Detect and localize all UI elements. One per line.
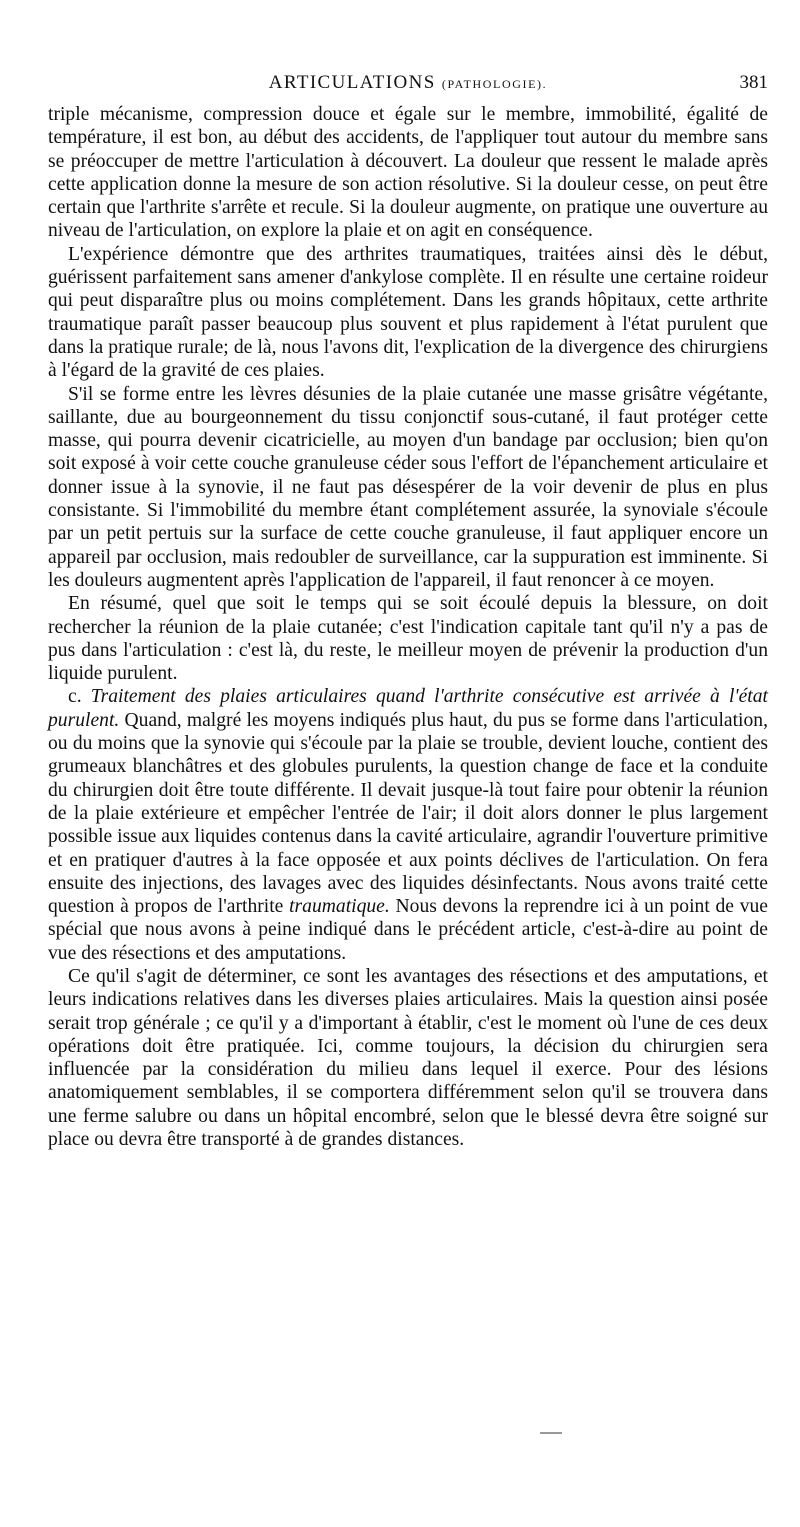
paragraph-4: En résumé, quel que soit le temps qui se soit écoulé depuis la blessure, on doit rechercher la réunion de la plaie cutanée; c'est l'indication capitale tant qu'il n'y a pas de pus dans l'articulation : c'est là, du reste, le meilleur moyen de prévenir la production d'un liquide purulent. [48,593,768,685]
chapter-title: ARTICULATIONS [268,72,436,93]
running-head [48,72,768,100]
section-title: (PATHOLOGIE). [441,77,548,91]
subsection-letter: c. [68,686,82,708]
running-title [48,72,768,94]
paragraph-5-text-end: Nous devons la reprendre ici à un point de vue spécial que nous avons à peine indiqué dans le précédent article, c'est-à-dire au point de vue des résections et des amputations. [48,896,768,964]
body-text [48,103,768,1151]
paragraph-3: S'il se forme entre les lèvres désunies de la plaie cutanée une masse grisâtre végétante, saillante, due au bourgeonnement du tissu conjonctif sous-cutané, il faut protéger cette masse, qui pourra devenir cicatricielle, au moyen d'un bandage par occlusion; bien qu'on soit exposé à voir cette couche granuleuse céder sous l'effort de l'épanchement articulaire et donner issue à la synovie, il ne faut pas désespérer de la voir devenir de plus en plus consistante. Si l'immobilité du membre étant complétement assurée, la synoviale s'écoule par un petit pertuis sur la surface de cette couche granuleuse, il faut appliquer encore un appareil par occlusion, mais redoubler de surveillance, car la suppuration est imminente. Si les douleurs augmentent après l'application de l'appareil, il faut renoncer à ce moyen. [48,383,768,591]
ink-mark [540,1432,562,1434]
paragraph-2: L'expérience démontre que des arthrites traumatiques, traitées ainsi dès le début, guérissent parfaitement sans amener d'ankylose complète. Il en résulte une certaine roideur qui peut disparaître plus ou moins complétement. Dans les grands hôpitaux, cette arthrite traumatique paraît passer beaucoup plus souvent et plus rapidement à l'état purulent que dans la pratique rurale; de là, nous l'avons dit, l'explication de la divergence des chirurgiens à l'égard de la gravité de ces plaies. [48,243,768,382]
paragraph-6: Ce qu'il s'agit de déterminer, ce sont les avantages des résections et des amputations, et leurs indications relatives dans les diverses plaies articulaires. Mais la question ainsi posée serait trop générale ; ce qu'il y a d'important à établir, c'est le moment où l'une de ces deux opérations doit être pratiquée. Ici, comme toujours, la décision du chirurgien sera influencée par la considération du milieu dans lequel il exerce. Pour des lésions anatomiquement semblables, il se comportera différemment selon qu'il se trouvera dans une ferme salubre ou dans un hôpital encombré, selon que le blessé devra être soigné sur place ou devra être transporté à de grandes distances. [48,965,768,1151]
page-number: 381 [739,72,768,93]
italic-term: traumatique. [289,896,390,918]
subsection-heading: Traitement des plaies articulaires quand l'arthrite consécutive est arrivée à l'état purulent. [48,686,768,731]
paragraph-1: triple mécanisme, compression douce et égale sur le membre, immobilité, égalité de température, il est bon, au début des accidents, de l'appliquer tout autour du membre sans se préoccuper de mettre l'articulation à découvert. La douleur que ressent le malade après cette application donne la mesure de son action résolutive. Si la douleur cesse, on peut être certain que l'arthrite s'arrête et recule. Si la douleur augmente, on pratique une ouverture au niveau de l'articulation, on explore la plaie et on agit en conséquence. [48,104,768,242]
paragraph-5 [48,685,768,965]
paragraph-5-text: Quand, malgré les moyens indiqués plus haut, du pus se forme dans l'articulation, ou du moins que la synovie qui s'écoule par la plaie se trouble, devient louche, contient des grumeaux blanchâtres et des globules purulents, la question change de face et la conduite du chirurgien doit être toute différente. Il devait jusque-là tout faire pour obtenir la réunion de la plaie extérieure et empêcher l'entrée de l'air; il doit alors donner le plus largement possible issue aux liquides contenus dans la cavité articulaire, agrandir l'ouverture primitive et en pratiquer d'autres à la face opposée et aux points déclives de l'articulation. On fera ensuite des injections, des lavages avec des liquides désinfectants. Nous avons traité cette question à propos de l'arthrite [48,709,768,918]
